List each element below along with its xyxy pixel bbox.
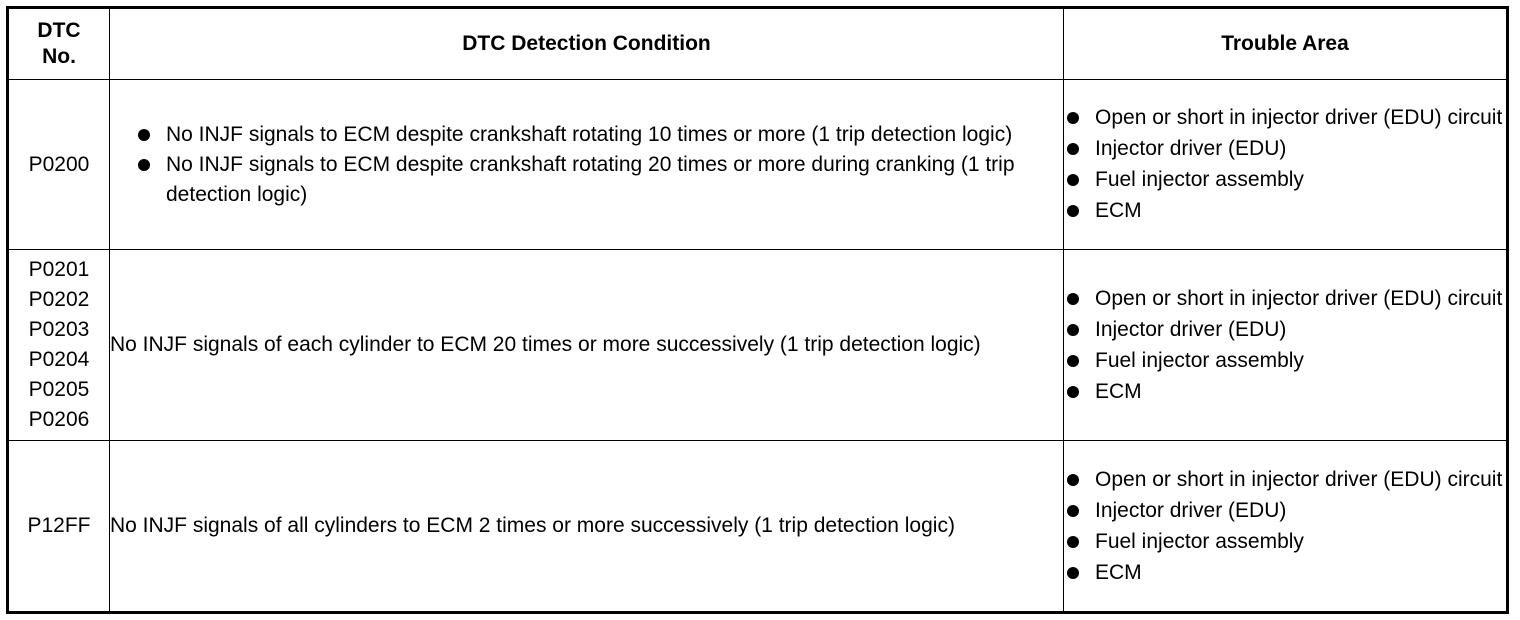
list-item (1064, 496, 1506, 526)
bullet-icon (1067, 293, 1079, 305)
list-item (1064, 196, 1506, 226)
condition-text: No INJF signals to ECM despite crankshaft rotating 10 times or more (1 trip detection logic) (166, 122, 1013, 146)
list-item (1064, 165, 1506, 195)
trouble-text: Open or short in injector driver (EDU) circuit (1095, 467, 1503, 491)
bullet-icon (1067, 567, 1079, 579)
trouble-text: ECM (1095, 199, 1142, 222)
dtc-code: P12FF (27, 514, 91, 537)
bullet-icon (1067, 324, 1079, 336)
condition-cell (110, 80, 1064, 250)
bullet-icon (1067, 474, 1079, 486)
list-item (1064, 346, 1506, 376)
dtc-table (6, 6, 1509, 614)
list-item (1064, 103, 1506, 133)
trouble-list (1064, 284, 1506, 407)
dtc-code: P0206 (28, 408, 90, 431)
list-item (1064, 465, 1506, 495)
header-dtc-no-text: DTC No. (37, 19, 81, 68)
dtc-code: P0200 (28, 152, 90, 176)
trouble-text: ECM (1095, 379, 1142, 403)
trouble-list (1064, 465, 1506, 588)
header-dtc-no (8, 8, 110, 80)
trouble-text: Injector driver (EDU) (1095, 317, 1287, 341)
bullet-icon (1067, 355, 1079, 367)
bullet-icon (1067, 536, 1079, 548)
trouble-area-cell (1064, 80, 1508, 250)
dtc-code: P0205 (28, 378, 90, 401)
bullet-icon (1067, 386, 1079, 398)
trouble-area-cell (1064, 441, 1508, 613)
trouble-text: Injector driver (EDU) (1095, 137, 1287, 160)
bullet-icon (1067, 174, 1079, 186)
table-row (8, 80, 1508, 250)
table-row (8, 441, 1508, 613)
condition-text: No INJF signals of each cylinder to ECM 20 times or more successively (1 trip detection logic) (110, 333, 981, 356)
list-item (1064, 558, 1506, 588)
list-item (1064, 377, 1506, 407)
trouble-text: Fuel injector assembly (1095, 348, 1304, 372)
trouble-text: ECM (1095, 560, 1142, 584)
condition-list (134, 120, 1063, 210)
condition-text: No INJF signals of all cylinders to ECM 2 times or more successively (1 trip detection logic) (110, 514, 955, 537)
table-row (8, 250, 1508, 441)
trouble-text: Open or short in injector driver (EDU) circuit (1095, 286, 1503, 310)
bullet-icon (138, 129, 150, 141)
list-item (134, 150, 1063, 210)
dtc-code: P0203 (28, 318, 90, 341)
dtc-code-cell (8, 441, 110, 613)
dtc-code: P0201 (28, 258, 90, 281)
bullet-icon (1067, 505, 1079, 517)
dtc-code: P0202 (28, 288, 90, 311)
trouble-text: Fuel injector assembly (1095, 529, 1304, 553)
list-item (1064, 134, 1506, 164)
condition-cell (110, 441, 1064, 613)
list-item (1064, 527, 1506, 557)
trouble-list (1064, 103, 1506, 226)
bullet-icon (1067, 112, 1079, 124)
trouble-text: Fuel injector assembly (1095, 168, 1304, 191)
condition-text: No INJF signals to ECM despite crankshaft rotating 20 times or more during cranking (1 trip detection logic) (166, 152, 1015, 206)
dtc-code: P0204 (28, 348, 90, 371)
trouble-area-cell (1064, 250, 1508, 441)
bullet-icon (1067, 205, 1079, 217)
bullet-icon (138, 159, 150, 171)
list-item (1064, 315, 1506, 345)
trouble-text: Injector driver (EDU) (1095, 498, 1287, 522)
trouble-text: Open or short in injector driver (EDU) circuit (1095, 106, 1503, 129)
condition-cell (110, 250, 1064, 441)
header-trouble-area: Trouble Area (1064, 8, 1508, 80)
list-item (134, 120, 1063, 150)
dtc-code-cell (8, 80, 110, 250)
list-item (1064, 284, 1506, 314)
dtc-code-cell (8, 250, 110, 441)
header-row (8, 8, 1508, 80)
bullet-icon (1067, 143, 1079, 155)
header-condition: DTC Detection Condition (110, 8, 1064, 80)
